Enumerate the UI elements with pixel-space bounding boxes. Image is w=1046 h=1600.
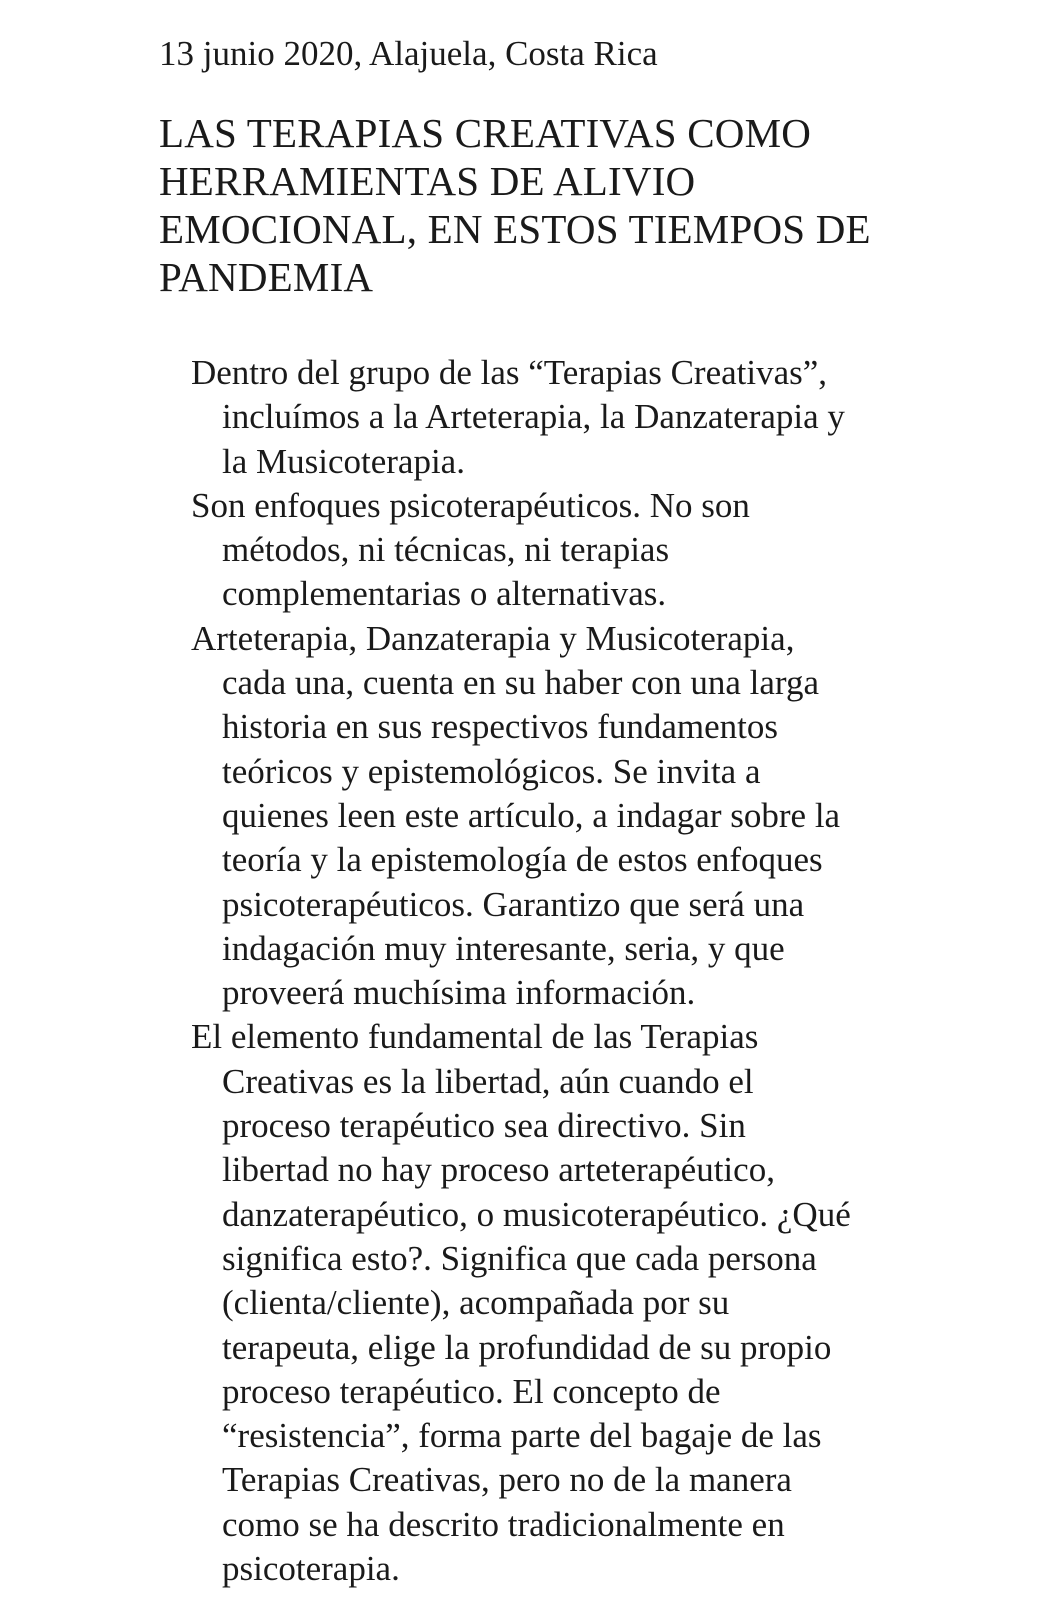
title-line: HERRAMIENTAS DE ALIVIO <box>159 158 696 204</box>
paragraph-first-line: Arteterapia, Danzaterapia y Musicoterapia, <box>191 618 795 658</box>
paragraph-line: psicoterapia. <box>222 1549 400 1589</box>
paragraph-line: cada una, cuenta en su haber con una larga <box>222 663 819 703</box>
document-body <box>191 351 1021 1591</box>
paragraph-first-line: Dentro del grupo de las “Terapias Creativas”, <box>191 353 828 392</box>
paragraph <box>191 1015 1021 1591</box>
title-line: LAS TERAPIAS CREATIVAS COMO <box>159 110 812 156</box>
paragraph-line: la Musicoterapia. <box>222 441 465 481</box>
paragraph-line: complementarias o alternativas. <box>222 574 667 614</box>
paragraph-line: teoría y la epistemología de estos enfoques <box>222 840 823 880</box>
paragraph-line: (clienta/cliente), acompañada por su <box>222 1283 730 1323</box>
paragraph-line: indagación muy interesante, seria, y que <box>222 928 785 968</box>
paragraph-line: quienes leen este artículo, a indagar sobre la <box>222 795 841 835</box>
title-line: PANDEMIA <box>159 254 374 300</box>
paragraph-line: proceso terapéutico sea directivo. Sin <box>222 1106 746 1146</box>
paragraph-first-line: El elemento fundamental de las Terapias <box>191 1017 759 1057</box>
paragraph-line: proveerá muchísima información. <box>222 973 696 1013</box>
title-line: EMOCIONAL, EN ESTOS TIEMPOS DE <box>159 206 871 252</box>
paragraph-line: métodos, ni técnicas, ni terapias <box>222 530 670 570</box>
paragraph-first-line: Son enfoques psicoterapéuticos. No son <box>191 485 750 525</box>
paragraph-line: Creativas es la libertad, aún cuando el <box>222 1061 754 1101</box>
paragraph <box>191 617 1021 1016</box>
paragraph-line: libertad no hay proceso arteterapéutico, <box>222 1150 775 1190</box>
paragraph-line: psicoterapéuticos. Garantizo que será una <box>222 884 805 924</box>
dateline: 13 junio 2020, Alajuela, Costa Rica <box>159 34 658 73</box>
paragraph-line: terapeuta, elige la profundidad de su propio <box>222 1327 832 1367</box>
paragraph-line: Terapias Creativas, pero no de la manera <box>222 1460 792 1500</box>
paragraph-line: proceso terapéutico. El concepto de <box>222 1371 721 1411</box>
document-title <box>159 109 1006 301</box>
paragraph-line: teóricos y epistemológicos. Se invita a <box>222 751 761 791</box>
paragraph-line: historia en sus respectivos fundamentos <box>222 707 779 747</box>
paragraph-line: danzaterapéutico, o musicoterapéutico. ¿Qué <box>222 1194 851 1234</box>
paragraph-line: como se ha descrito tradicionalmente en <box>222 1504 785 1544</box>
paragraph <box>191 484 1021 617</box>
paragraph-line: incluímos a la Arteterapia, la Danzaterapia y <box>222 397 845 437</box>
paragraph-line: “resistencia”, forma parte del bagaje de las <box>222 1416 822 1456</box>
paragraph-line: significa esto?. Significa que cada persona <box>222 1238 817 1278</box>
paragraph <box>191 351 1021 484</box>
